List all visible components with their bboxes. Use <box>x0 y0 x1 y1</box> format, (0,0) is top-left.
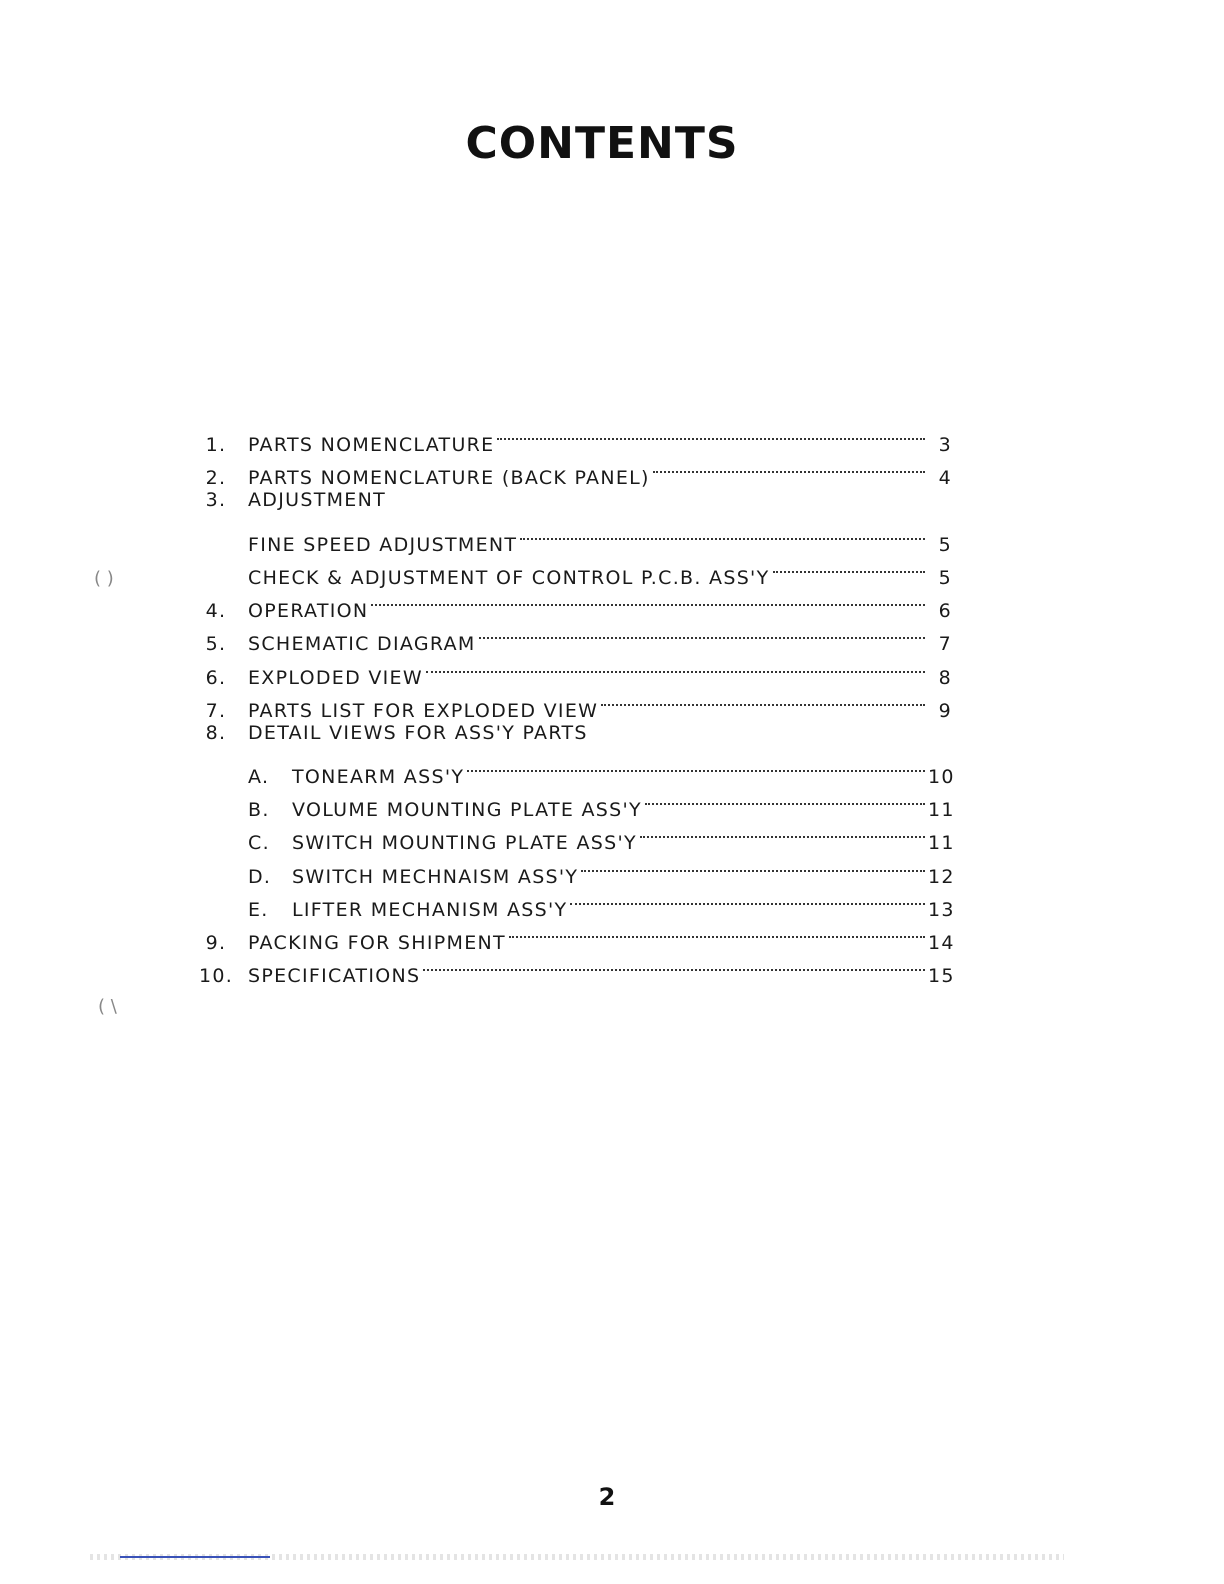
toc-entry-label: SCHEMATIC DIAGRAM <box>248 633 476 656</box>
toc-subentry-letter: A. <box>248 766 270 789</box>
toc-subentry[interactable] <box>196 750 955 789</box>
toc-entry[interactable] <box>196 916 955 954</box>
dot-leader <box>601 684 925 717</box>
toc-subentry-letter: E. <box>248 898 269 921</box>
toc-entry-page: 11 <box>928 799 955 822</box>
toc-entry-page: 4 <box>938 467 952 490</box>
dot-leader <box>645 783 925 816</box>
toc-entry-label: VOLUME MOUNTING PLATE ASS'Y <box>292 799 642 822</box>
dot-leader <box>371 584 925 617</box>
toc-entry-page: 13 <box>928 898 955 921</box>
toc-entry[interactable] <box>196 617 952 656</box>
scan-edge-line <box>120 1556 270 1558</box>
dot-leader <box>426 650 925 683</box>
toc-subentry-letter: B. <box>248 799 270 822</box>
toc-entry-number: 8. <box>205 721 227 744</box>
toc-entry-label: PACKING FOR SHIPMENT <box>248 932 506 954</box>
toc-entry[interactable] <box>196 451 952 490</box>
toc-entry-number: 1. <box>205 434 227 457</box>
toc-entry-label: SWITCH MECHNAISM ASS'Y <box>292 865 579 888</box>
toc-entry[interactable] <box>196 584 952 623</box>
toc-entry-label: PARTS LIST FOR EXPLODED VIEW <box>248 699 599 722</box>
dot-leader <box>640 816 925 849</box>
dot-leader <box>467 750 925 783</box>
toc-entry-number: 5. <box>205 633 227 656</box>
toc-entry-page: 14 <box>928 932 955 954</box>
dot-leader <box>653 451 925 484</box>
dot-leader <box>497 418 925 451</box>
toc-entry-label: FINE SPEED ADJUSTMENT <box>248 533 518 556</box>
toc-entry-label: EXPLODED VIEW <box>248 666 423 689</box>
page-number: 2 <box>598 1483 616 1511</box>
toc-entry-label: PARTS NOMENCLATURE <box>248 434 495 457</box>
toc-subentry[interactable] <box>196 816 955 855</box>
toc-entry-label: LIFTER MECHANISM ASS'Y <box>292 898 568 921</box>
toc-entry-page: 5 <box>938 533 952 556</box>
toc-entry-label: OPERATION <box>248 600 369 623</box>
toc-entry-page: 12 <box>928 865 955 888</box>
dot-leader <box>773 551 926 584</box>
toc-entry-page: 5 <box>938 566 952 589</box>
toc-subentry-letter: D. <box>248 865 272 888</box>
table-of-contents <box>196 418 955 988</box>
toc-entry-page: 10 <box>928 766 955 789</box>
toc-entry-number: 2. <box>205 467 227 490</box>
toc-entry-page: 6 <box>938 600 952 623</box>
toc-entry-label: DETAIL VIEWS FOR ASS'Y PARTS <box>248 721 588 744</box>
toc-entry-label: PARTS NOMENCLATURE (BACK PANEL) <box>248 467 650 490</box>
toc-subentry[interactable] <box>196 883 955 921</box>
toc-entry-number: 6. <box>205 666 227 689</box>
toc-entry-label: ADJUSTMENT <box>248 489 387 512</box>
toc-section-heading <box>196 717 952 750</box>
toc-entry[interactable] <box>196 650 952 689</box>
toc-entry-page: 9 <box>938 699 952 722</box>
toc-entry-page: 15 <box>928 965 955 988</box>
toc-entry-page: 8 <box>938 666 952 689</box>
toc-entry-page: 3 <box>938 434 952 457</box>
toc-subentry-letter: C. <box>248 832 270 855</box>
toc-entry-number: 3. <box>205 489 227 512</box>
toc-entry-label: TONEARM ASS'Y <box>292 766 465 789</box>
dot-leader <box>520 518 925 551</box>
toc-entry[interactable] <box>196 518 952 556</box>
toc-entry-number: 7. <box>205 699 227 722</box>
toc-entry-label: SWITCH MOUNTING PLATE ASS'Y <box>292 832 637 855</box>
toc-entry-number: 4. <box>205 600 227 623</box>
dot-leader <box>479 617 925 650</box>
dot-leader <box>581 849 925 882</box>
toc-entry[interactable] <box>196 949 955 988</box>
dot-leader <box>423 949 925 982</box>
toc-subentry[interactable] <box>196 783 955 822</box>
toc-section-heading <box>196 484 952 517</box>
toc-entry[interactable] <box>196 418 952 457</box>
toc-entry[interactable] <box>196 684 952 722</box>
toc-entry-number: 9. <box>205 932 227 954</box>
punch-hole-mark: ( ) <box>94 568 114 589</box>
dot-leader <box>509 916 925 949</box>
dot-leader <box>570 883 925 916</box>
page-title: CONTENTS <box>465 118 739 169</box>
toc-entry-label: SPECIFICATIONS <box>248 965 421 988</box>
toc-entry-page: 11 <box>928 832 955 855</box>
toc-entry[interactable] <box>196 551 952 589</box>
toc-subentry[interactable] <box>196 849 955 888</box>
toc-entry-page: 7 <box>938 633 952 656</box>
toc-entry-label: CHECK & ADJUSTMENT OF CONTROL P.C.B. ASS'Y <box>248 566 770 589</box>
punch-hole-mark: ( \ <box>98 996 117 1017</box>
toc-entry-number: 10. <box>198 965 234 988</box>
